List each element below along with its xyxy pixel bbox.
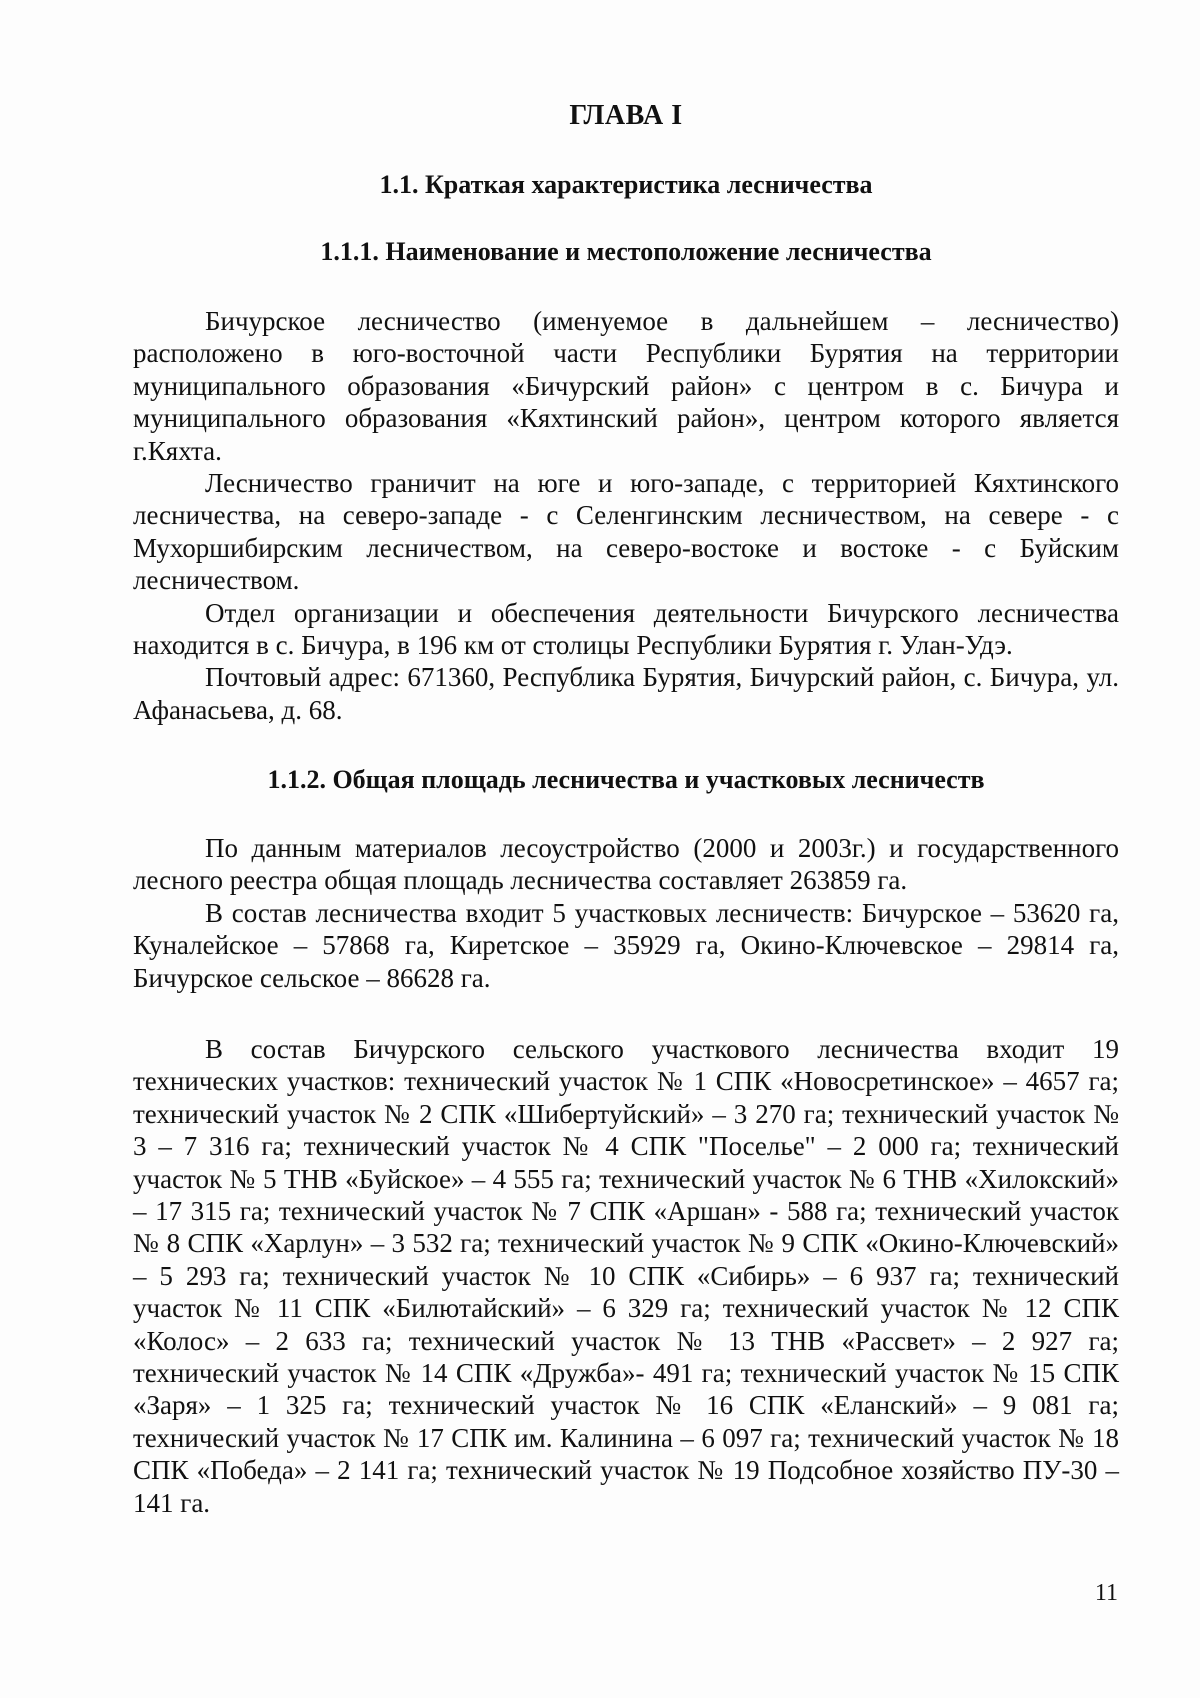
technical-sites-text	[133, 1033, 1119, 1519]
paragraph-total-area: По данным материалов лесоустройство (2000 и 2003г.) и государственного лесного реестра общая площадь лесничества составляет 263859 га.	[133, 833, 1119, 896]
paragraph-location: Бичурское лесничество (именуемое в дальнейшем – лесничество) расположено в юго-восточной части Республики Бурятия на территории муниципального образования «Бичурский район» с центром в с. Бичура и муниципального образования «Кяхтинский район», центром которого является г.Кяхта.	[133, 306, 1119, 466]
paragraph-postal-address: Почтовый адрес: 671360, Республика Бурятия, Бичурский район, с. Бичура, ул. Афанасьева, д. 68.	[133, 662, 1119, 725]
paragraph-office: Отдел организации и обеспечения деятельности Бичурского лесничества находится в с. Бичура, в 196 км от столицы Республики Бурятия г. Улан-Удэ.	[133, 597, 1119, 661]
paragraph-district-forestries: В состав лесничества входит 5 участковых лесничеств: Бичурское – 53620 га, Куналейское – 57868 га, Киретское – 35929 га, Окино-Ключевское – 29814 га, Бичурское сельское – 86628 га.	[133, 897, 1119, 993]
paragraph-borders: Лесничество граничит на юге и юго-западе, с территорией Кяхтинского лесничества, на северо-западе - с Селенгинским лесничеством, на севере - с Мухоршибирским лесничеством, на северо-востоке и востоке - с Буйским лесничеством.	[133, 468, 1119, 596]
name-location-text	[133, 305, 1119, 726]
total-area-text	[133, 832, 1119, 994]
page-number: 11	[1094, 1580, 1118, 1606]
paragraph-technical-sites: В состав Бичурского сельского участкового лесничества входит 19 технических участков: технический участок № 1 СПК «Новосретинское» – 4657 га; технический участок № 2 СПК «Шибертуйский» – 3 270 га; технический участок № 3 – 7 316 га; технический участок № 4 СПК "Поселье" – 2 000 га; технический участок № 5 ТНВ «Буйское» – 4 555 га; технический участок № 6 ТНВ «Хилокский» – 17 315 га; технический участок № 7 СПК «Аршан» - 588 га; технический участок № 8 СПК «Харлун» – 3 532 га; технический участок № 9 СПК «Окино-Ключевский» – 5 293 га; технический участок № 10 СПК «Сибирь» – 6 937 га; технический участок № 11 СПК «Билютайский» – 6 329 га; технический участок № 12 СПК «Колос» – 2 633 га; технический участок № 13 ТНВ «Рассвет» – 2 927 га; технический участок № 14 СПК «Дружба»- 491 га; технический участок № 15 СПК «Заря» – 1 325 га; технический участок № 16 СПК «Еланский» – 9 081 га; технический участок № 17 СПК им. Калинина – 6 097 га; технический участок № 18 СПК «Победа» – 2 141 га; технический участок № 19 Подсобное хозяйство ПУ-30 – 141 га.	[133, 1034, 1119, 1518]
subsection-title-total-area: 1.1.2. Общая площадь лесничества и участковых лесничеств	[267, 765, 985, 794]
chapter-title: ГЛАВА I	[569, 100, 683, 131]
section-title: 1.1. Краткая характеристика лесничества	[379, 170, 873, 199]
subsection-title-name-location: 1.1.1. Наименование и местоположение лесничества	[320, 237, 932, 266]
